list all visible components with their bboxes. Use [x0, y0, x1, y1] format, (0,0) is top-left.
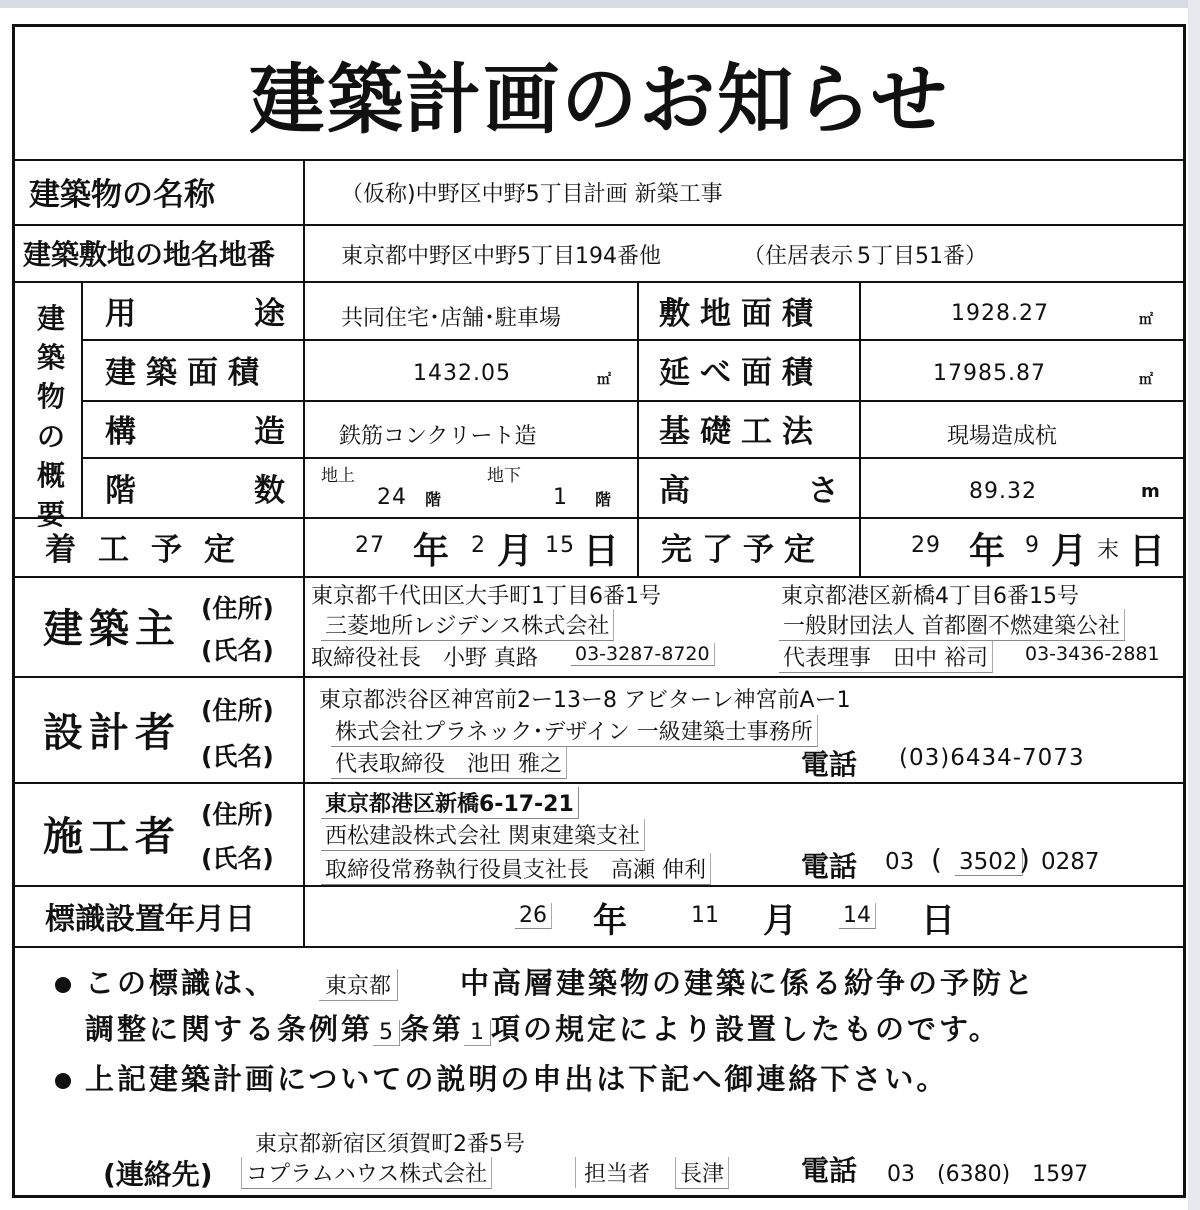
overview-char: 要	[36, 497, 65, 531]
residence-label: （住居表示	[743, 244, 854, 269]
site-area-unit: ㎡	[1139, 312, 1153, 328]
building-area-label: 建築面積	[105, 355, 269, 391]
notice-text: 項の規定により設置したものです。	[491, 1012, 1001, 1046]
contractor-name-label: (氏名)	[201, 844, 274, 873]
overview-char: 物	[36, 380, 65, 414]
notice-text: 調整に関する条例第	[85, 1012, 374, 1046]
overview-char: 建	[36, 302, 65, 335]
designer-addr-label: (住所)	[201, 696, 274, 725]
floors-below-value: 1	[553, 485, 568, 510]
designer-company: 株式会社プラネック･デザイン 一級建築士事務所	[331, 715, 818, 747]
sign-date-month: 11	[691, 903, 719, 928]
start-year: 27	[355, 533, 385, 558]
overview-char: 築	[36, 341, 65, 375]
floor-area-value: 17985.87	[933, 361, 1046, 386]
contractor-company: 西松建設株式会社 関東建築支社	[321, 819, 645, 851]
height-label	[659, 457, 839, 517]
sign-date-label: 標識設置年月日	[45, 901, 255, 937]
notice-text: 上記建築計画についての説明の申出は下記へ御連絡下さい。	[85, 1062, 949, 1096]
building-name-value: （仮称)中野区中野5丁目計画 新築工事	[341, 182, 723, 207]
building-area-value: 1432.05	[413, 361, 511, 386]
structure-label-a: 構	[105, 414, 136, 450]
notice-line-1	[55, 961, 1036, 1002]
contractor-paren-open: (	[931, 843, 942, 876]
contact-phone-label: 電話	[801, 1154, 858, 1187]
notice-sign	[12, 24, 1186, 1198]
notice-paragraph: 1	[464, 1020, 491, 1046]
floors-label-b: 数	[254, 472, 285, 509]
designer-address: 東京都渋谷区神宮前2ー13ー8 アビターレ神宮前Aー1	[319, 688, 851, 713]
sign-date-month-unit: 月	[763, 901, 797, 941]
bullet-icon	[55, 977, 71, 993]
floors-above-label: 地上	[321, 466, 355, 486]
contact-address: 東京都新宿区須賀町2番5号	[255, 1132, 525, 1157]
owner2-phone: 03-3436-2881	[1025, 643, 1160, 665]
notice-text: 条第	[400, 1012, 465, 1046]
owner2-rep: 代表理事 田中 裕司	[779, 641, 993, 673]
structure-label-b: 造	[254, 414, 285, 450]
floors-label	[105, 457, 285, 517]
completion-day-unit: 日	[1129, 531, 1166, 572]
contractor-phone-a: 03	[885, 849, 915, 875]
contractor-label: 施工者	[43, 814, 181, 860]
completion-month-unit: 月	[1051, 531, 1088, 572]
contractor-paren-close: )	[1019, 843, 1030, 876]
paper-scuff	[1188, 0, 1200, 1210]
overview-label	[21, 302, 81, 531]
rule	[15, 676, 1183, 678]
rule	[859, 281, 861, 576]
start-year-unit: 年	[413, 531, 450, 572]
contact-phone: 03 (6380) 1597	[887, 1162, 1089, 1187]
rule	[637, 281, 639, 576]
overview-char: 概	[36, 458, 65, 492]
owner1-phone: 03-3287-8720	[571, 643, 715, 666]
designer-phone: (03)6434-7073	[899, 745, 1085, 771]
bullet-icon	[55, 1073, 71, 1089]
use-label-a: 用	[105, 295, 136, 332]
owner1-rep: 取締役社長 小野 真路	[311, 646, 538, 671]
building-area-unit: ㎡	[597, 372, 611, 388]
sign-title: 建築計画のお知らせ	[249, 54, 949, 144]
rule	[15, 576, 1183, 578]
start-month: 2	[471, 533, 486, 558]
contact-company: コプラムハウス株式会社	[241, 1157, 492, 1189]
height-unit: m	[1141, 481, 1160, 502]
notice-line-3	[55, 1057, 948, 1098]
owner1-company: 三菱地所レジデンス株式会社	[321, 609, 614, 641]
sign-date-year: 26	[515, 903, 552, 929]
floors-below-label: 地下	[487, 466, 521, 486]
start-label: 着工予定	[45, 532, 257, 568]
contractor-addr-label: (住所)	[201, 800, 274, 829]
completion-year-unit: 年	[969, 531, 1006, 572]
notice-article: 5	[373, 1020, 400, 1046]
contractor-phone-label: 電話	[801, 850, 858, 883]
rule	[15, 782, 1183, 784]
notice-text: 中高層建築物の建築に係る紛争の予防と	[460, 966, 1037, 1000]
contractor-phone-c: 0287	[1041, 849, 1100, 875]
completion-month: 9	[1025, 533, 1040, 558]
use-label-b: 途	[254, 295, 285, 332]
owner-label: 建築主	[43, 606, 181, 652]
floors-above-unit: 階	[425, 490, 442, 509]
owner1-address: 東京都千代田区大手町1丁目6番1号	[311, 584, 661, 609]
contractor-address: 東京都港区新橋6-17-21	[321, 787, 579, 819]
foundation-label: 基礎工法	[659, 414, 823, 450]
designer-rep: 代表取締役 池田 雅之	[331, 747, 567, 779]
start-month-unit: 月	[497, 531, 534, 572]
contact-person-label: 担当者	[575, 1157, 650, 1188]
overview-char: の	[36, 419, 65, 453]
rule	[15, 946, 1183, 948]
floors-label-a: 階	[105, 472, 136, 509]
residence-value: 5丁目51番）	[857, 244, 987, 269]
sign-date-year-unit: 年	[593, 901, 627, 941]
sign-date-day-unit: 日	[921, 901, 955, 941]
use-value: 共同住宅･店舗･駐車場	[341, 306, 562, 331]
site-area-value: 1928.27	[951, 301, 1049, 326]
height-value: 89.32	[969, 479, 1037, 504]
structure-label	[105, 400, 285, 457]
use-label	[105, 281, 285, 339]
owner-addr-label: (住所)	[201, 594, 274, 623]
completion-label: 完了予定	[661, 532, 825, 568]
floors-above-value: 24	[377, 485, 407, 510]
designer-phone-label: 電話	[801, 748, 858, 781]
contact-person: 長津	[675, 1157, 729, 1189]
completion-day: 末	[1097, 538, 1120, 563]
start-day: 15	[545, 533, 575, 558]
rule	[303, 159, 305, 946]
sign-date-day: 14	[839, 903, 876, 929]
structure-value: 鉄筋コンクリート造	[339, 424, 537, 449]
notice-prefecture: 東京都	[319, 969, 398, 1001]
owner-name-label: (氏名)	[201, 636, 274, 665]
foundation-value: 現場造成杭	[947, 424, 1058, 449]
owner2-company: 一般財団法人 首都圏不燃建築公社	[779, 609, 1125, 641]
site-area-label	[659, 281, 839, 339]
contractor-rep: 取締役常務執行役員支社長 高瀬 伸利	[321, 853, 711, 885]
floors-below-unit: 階	[595, 490, 612, 509]
contractor-phone-b: 3502	[955, 849, 1023, 876]
site-address-label: 建築敷地の地名地番	[23, 237, 276, 271]
site-address-value: 東京都中野区中野5丁目194番他	[341, 244, 661, 269]
floor-area-unit: ㎡	[1139, 372, 1153, 388]
rule	[81, 281, 83, 517]
contact-label: (連絡先)	[103, 1158, 213, 1191]
floor-area-label: 延べ面積	[659, 355, 823, 391]
designer-label: 設計者	[43, 710, 181, 756]
notice-line-2	[85, 1007, 1001, 1048]
height-label-a: 高	[659, 472, 690, 509]
notice-text: この標識は、	[85, 966, 278, 1000]
site-area-label-text: 敷地面積	[659, 295, 823, 332]
owner2-address: 東京都港区新橋4丁目6番15号	[781, 584, 1079, 609]
height-label-b: さ	[808, 472, 839, 509]
completion-year: 29	[911, 533, 941, 558]
designer-name-label: (氏名)	[201, 742, 274, 771]
paper-scuff	[0, 0, 1200, 8]
building-name-label: 建築物の名称	[29, 177, 215, 213]
start-day-unit: 日	[583, 531, 620, 572]
